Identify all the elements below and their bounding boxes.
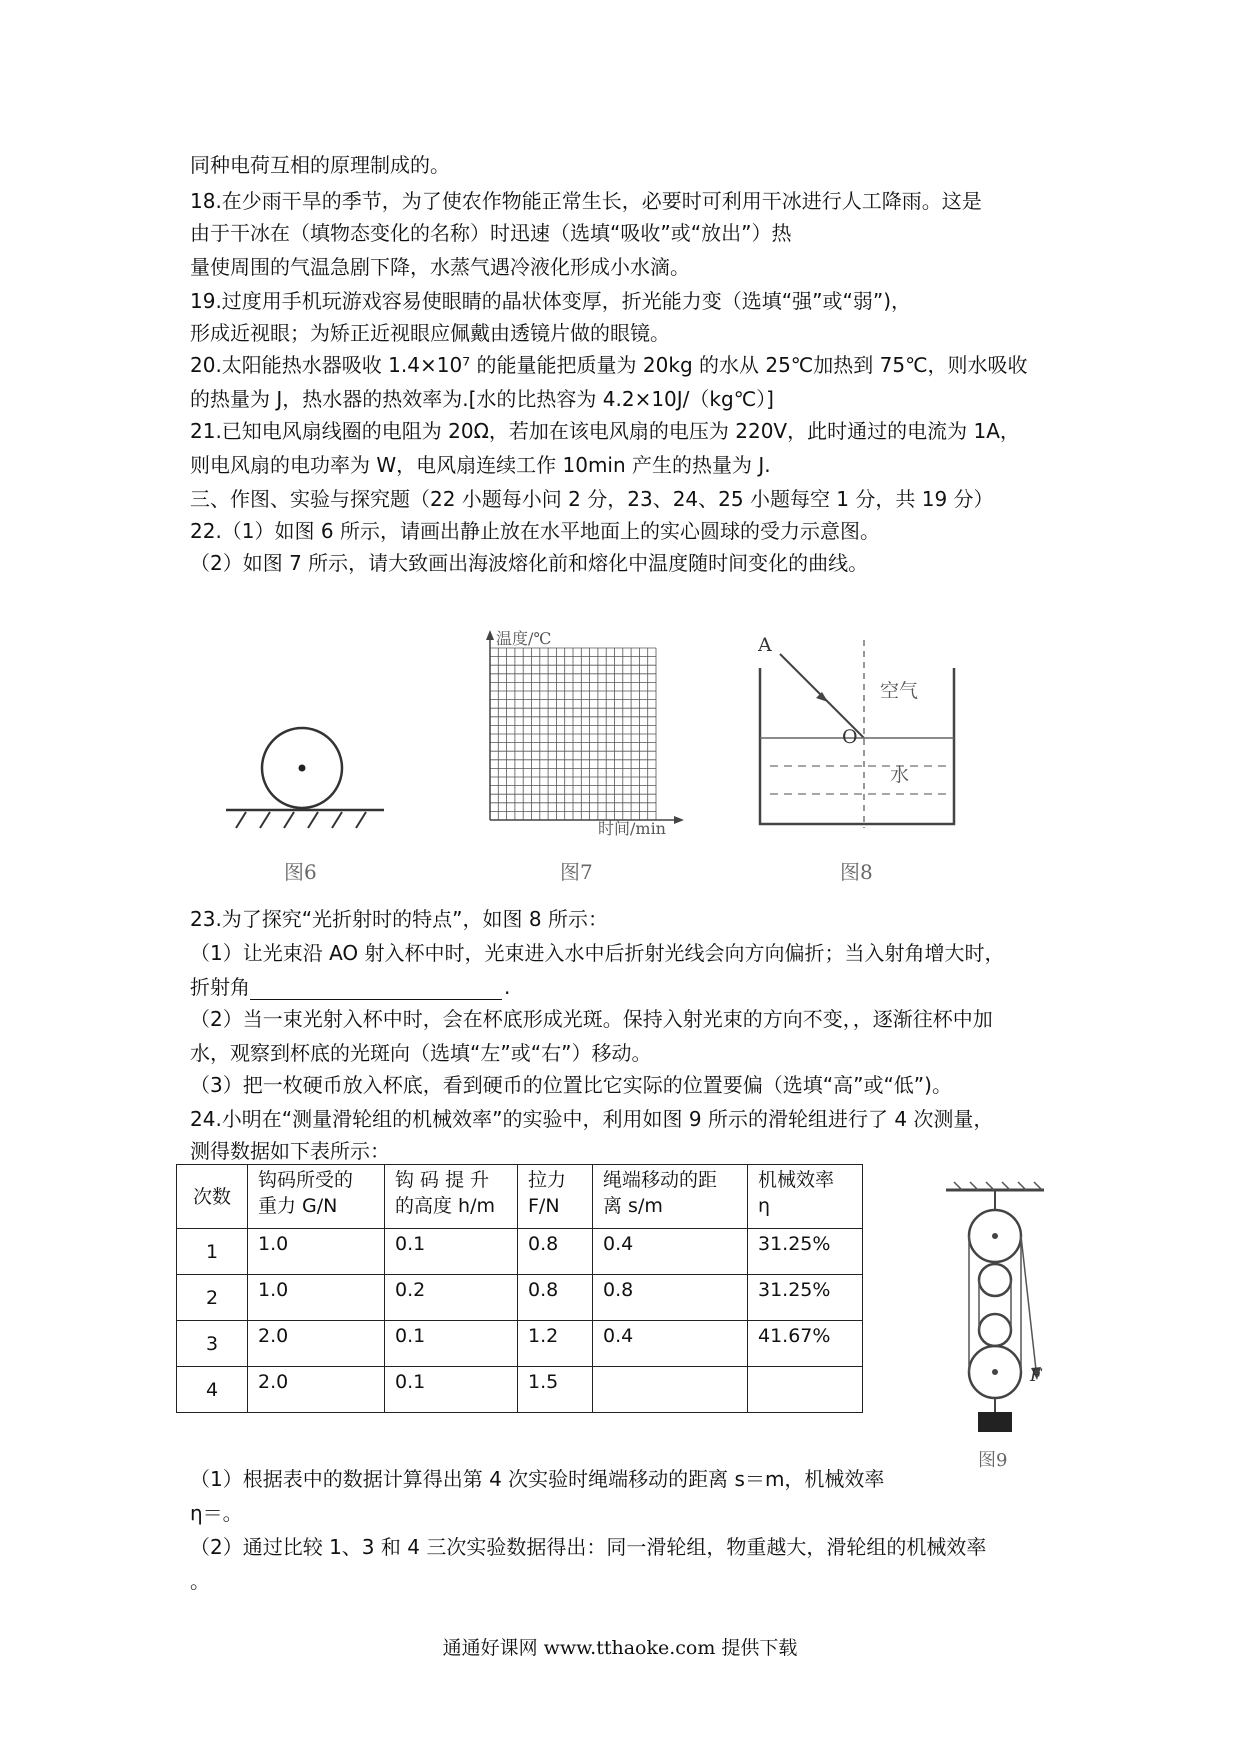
cell-distance: 0.4 [593,1321,748,1367]
header-efficiency: 机械效率 η [748,1165,863,1229]
figure-7-x-axis-label: 时间/min [598,819,666,838]
pulley-data-table [176,1164,863,1413]
question-18-line-2: 由于干冰在（填物态变化的名称）时迅速（选填“吸收”或“放出”）热 [190,221,792,245]
page-footer: 通通好课网 www.tthaoke.com 提供下载 [442,1637,798,1659]
table-row [177,1367,863,1413]
table-row [177,1321,863,1367]
table-row [177,1275,863,1321]
question-24-part-2-line-2: 。 [190,1569,210,1593]
header-count: 次数 [177,1165,248,1229]
question-22-part-2: （2）如图 7 所示，请大致画出海波熔化前和熔化中温度随时间变化的曲线。 [190,551,869,575]
cell-force: 0.8 [518,1275,593,1321]
answer-blank[interactable] [250,979,502,1000]
figure-8-caption: 图8 [840,860,873,884]
question-22-part-1: 22.（1）如图 6 所示，请画出静止放在水平地面上的实心圆球的受力示意图。 [190,519,880,543]
x-axis-arrow-icon [674,816,684,824]
figure-8-label-A: A [758,634,772,656]
question-23-part-2-line-2: 水，观察到杯底的光斑向（选填“左”或“右”）移动。 [190,1041,652,1065]
question-20-line-2: 的热量为 J，热水器的热效率为.[水的比热容为 4.2×10J/（kg℃）] [190,387,774,411]
header-height: 钩 码 提 升 的高度 h/m [385,1165,518,1229]
question-23-part-1-line-2 [190,974,510,1000]
cell-count: 1 [177,1229,248,1275]
table-header-row [177,1165,863,1229]
figure-6 [222,700,392,840]
question-20-line-1: 20.太阳能热水器吸收 1.4×10⁷ 的能量能把质量为 20kg 的水从 25℃加热到 75℃，则水吸收 [190,353,1028,377]
cell-force: 1.2 [518,1321,593,1367]
ground-hatching [236,812,366,828]
cell-weight: 1.0 [248,1229,385,1275]
section-3-heading: 三、作图、实验与探究题（22 小题每小问 2 分，23、24、25 小题每空 1 分，共 19 分） [190,487,994,511]
figure-8-label-air: 空气 [880,680,919,702]
cell-count: 2 [177,1275,248,1321]
cell-distance: 0.8 [593,1275,748,1321]
header-weight: 钩码所受的 重力 G/N [248,1165,385,1229]
figure-8-label-water: 水 [890,764,910,786]
header-distance: 绳端移动的距 离 s/m [593,1165,748,1229]
figure-9 [940,1180,1050,1450]
question-24-line-1: 24.小明在“测量滑轮组的机械效率”的实验中，利用如图 9 所示的滑轮组进行了 4 次测量， [190,1107,994,1131]
cell-efficiency [748,1367,863,1413]
question-23-part-1-line-1: （1）让光束沿 AO 射入杯中时，光束进入水中后折射光线会向方向偏折；当入射角增大时， [190,941,1005,965]
figure-8 [740,628,980,848]
question-18-line-3: 量使周围的气温急剧下降，水蒸气遇冷液化形成小水滴。 [190,255,690,279]
movable-pulley [969,1314,1021,1398]
question-23-heading: 23.为了探究“光折射时的特点”，如图 8 所示： [190,907,608,931]
figure-8-label-O: O [842,726,858,748]
header-force: 拉力 F/N [518,1165,593,1229]
ball-center-dot [299,765,306,772]
question-21-line-2: 则电风扇的电功率为 W，电风扇连续工作 10min 产生的热量为 J. [190,453,771,477]
cell-height: 0.2 [385,1275,518,1321]
graph-grid [490,648,656,820]
question-24-part-1-line-2: η＝。 [190,1501,243,1525]
cell-count: 3 [177,1321,248,1367]
question-24-line-2: 测得数据如下表所示： [190,1139,390,1163]
question-24-part-2-line-1: （2）通过比较 1、3 和 4 三次实验数据得出：同一滑轮组，物重越大，滑轮组的机械效率 [190,1535,987,1559]
cell-count: 4 [177,1367,248,1413]
question-23-part-3: （3）把一枚硬币放入杯底，看到硬币的位置比它实际的位置要偏（选填“高”或“低”)。 [190,1073,952,1097]
question-23-part-2-line-1: （2）当一束光射入杯中时，会在杯底形成光斑。保持入射光束的方向不变，，逐渐往杯中加 [190,1007,993,1031]
cell-efficiency: 31.25% [748,1275,863,1321]
y-axis-arrow-icon [486,630,494,640]
question-19-line-2: 形成近视眼；为矫正近视眼应佩戴由透镜片做的眼镜。 [190,321,670,345]
figure-7 [470,628,690,848]
cell-distance [593,1367,748,1413]
question-19-line-1: 19.过度用手机玩游戏容易使眼睛的晶状体变厚，折光能力变（选填“强”或“弱”)， [190,289,912,313]
cell-force: 0.8 [518,1229,593,1275]
figure-6-caption: 图6 [284,860,317,884]
cell-weight: 2.0 [248,1321,385,1367]
refraction-angle-label: 折射角 [190,975,250,999]
cell-force: 1.5 [518,1367,593,1413]
question-24-part-1-line-1: （1）根据表中的数据计算得出第 4 次实验时绳端移动的距离 s＝m，机械效率 [190,1467,885,1491]
cell-weight: 2.0 [248,1367,385,1413]
hook-weight [978,1412,1012,1432]
cell-efficiency: 41.67% [748,1321,863,1367]
text-line-charge-principle: 同种电荷互相的原理制成的。 [190,153,450,177]
question-18-line-1: 18.在少雨干旱的季节，为了使农作物能正常生长，必要时可利用干冰进行人工降雨。这是 [190,189,982,213]
cell-height: 0.1 [385,1229,518,1275]
fixed-pulley [969,1210,1021,1296]
cell-efficiency: 31.25% [748,1229,863,1275]
figure-7-y-axis-label: 温度/℃ [496,629,552,648]
figure-9-caption: 图9 [978,1450,1008,1471]
question-21-line-1: 21.已知电风扇线圈的电阻为 20Ω，若加在该电风扇的电压为 220V，此时通过的电流为 1A， [190,419,1020,443]
cell-distance: 0.4 [593,1229,748,1275]
cell-height: 0.1 [385,1321,518,1367]
figure-9-force-label: F [1030,1366,1042,1386]
cell-height: 0.1 [385,1367,518,1413]
table-row [177,1229,863,1275]
blank-end-period: . [504,975,511,999]
figure-7-caption: 图7 [560,860,593,884]
cell-weight: 1.0 [248,1275,385,1321]
ray-arrow-icon [816,692,828,702]
